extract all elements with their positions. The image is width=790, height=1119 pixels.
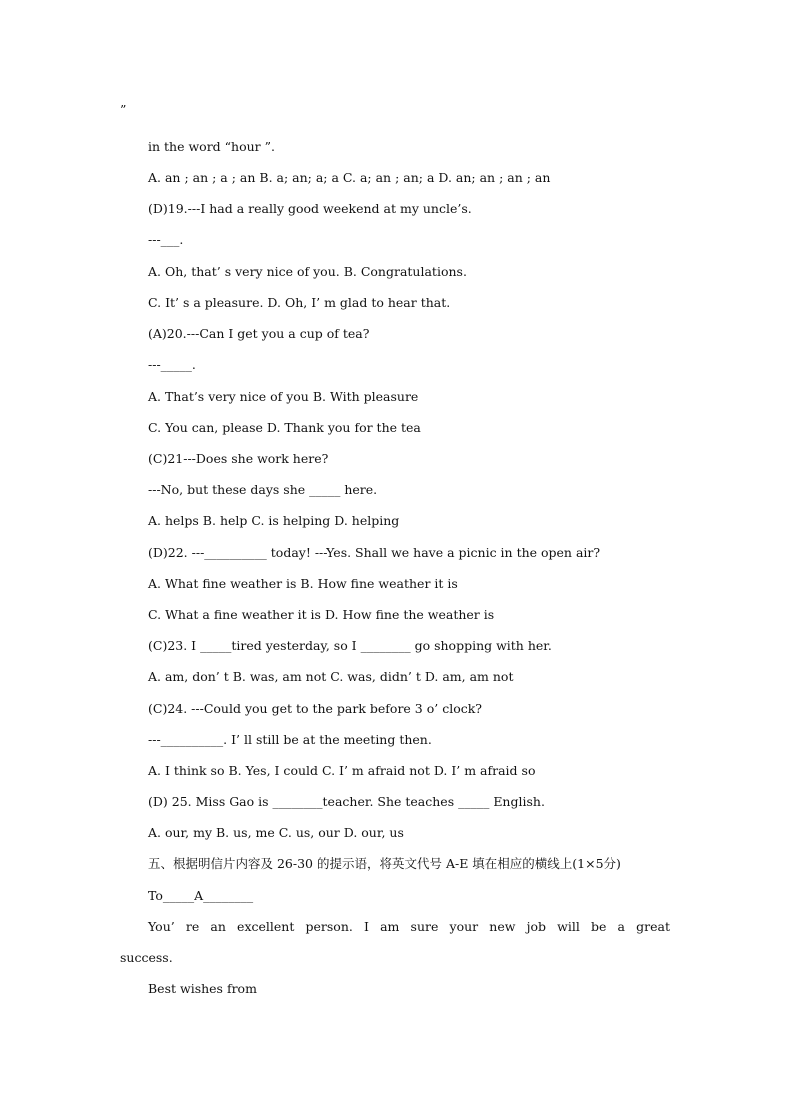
options-line: C. What a fine weather it is D. How fine the weather is [148,607,495,622]
options-line: C. You can, please D. Thank you for the tea [148,420,421,435]
postcard-closing: Best wishes from [148,981,257,996]
question-19: (D)19.---I had a really good weekend at my uncle’s. [148,201,472,216]
options-line: A. I think so B. Yes, I could C. I’ m afraid not D. I’ m afraid so [148,763,536,778]
question-25: (D) 25. Miss Gao is ________teacher. She teaches _____ English. [148,794,545,809]
section-five-heading: 五、根据明信片内容及 26-30 的提示语，将英文代号 A-E 填在相应的横线上(1×5分) [148,856,621,871]
answer-blank: ---___. [148,232,184,247]
answer-line: ---No, but these days she _____ here. [148,482,378,497]
options-line: A. am, don’ t B. was, am not C. was, didn’ t D. am, am not [148,669,514,684]
question-22: (D)22. ---__________ today! ---Yes. Shall we have a picnic in the open air? [148,545,601,560]
answer-line: ---__________. I’ ll still be at the meeting then. [148,732,432,747]
answer-blank: ---_____. [148,357,196,372]
postcard-body-line: success. [120,950,173,965]
options-line: C. It’ s a pleasure. D. Oh, I’ m glad to hear that. [148,295,451,310]
question-21: (C)21---Does she work here? [148,451,329,466]
options-line: A. Oh, that’ s very nice of you. B. Congratulations. [148,264,467,279]
options-line: A. an ; an ; a ; an B. a; an; a; a C. a; an ; an; a D. an; an ; an ; an [148,170,551,185]
options-line: A. our, my B. us, me C. us, our D. our, us [148,825,404,840]
question-24: (C)24. ---Could you get to the park before 3 o’ clock? [148,701,483,716]
stray-quote-mark: ” [120,102,127,117]
postcard-to-line: To_____A________ [148,888,254,903]
options-line: A. helps B. help C. is helping D. helping [148,513,400,528]
text-line: in the word “hour ”. [148,139,275,154]
options-line: A. What fine weather is B. How fine weather it is [148,576,458,591]
postcard-body-line: You’ re an excellent person. I am sure your new job will be a great [148,919,670,934]
question-23: (C)23. I _____tired yesterday, so I ________ go shopping with her. [148,638,552,653]
question-20: (A)20.---Can I get you a cup of tea? [148,326,370,341]
options-line: A. That’s very nice of you B. With pleasure [148,389,419,404]
